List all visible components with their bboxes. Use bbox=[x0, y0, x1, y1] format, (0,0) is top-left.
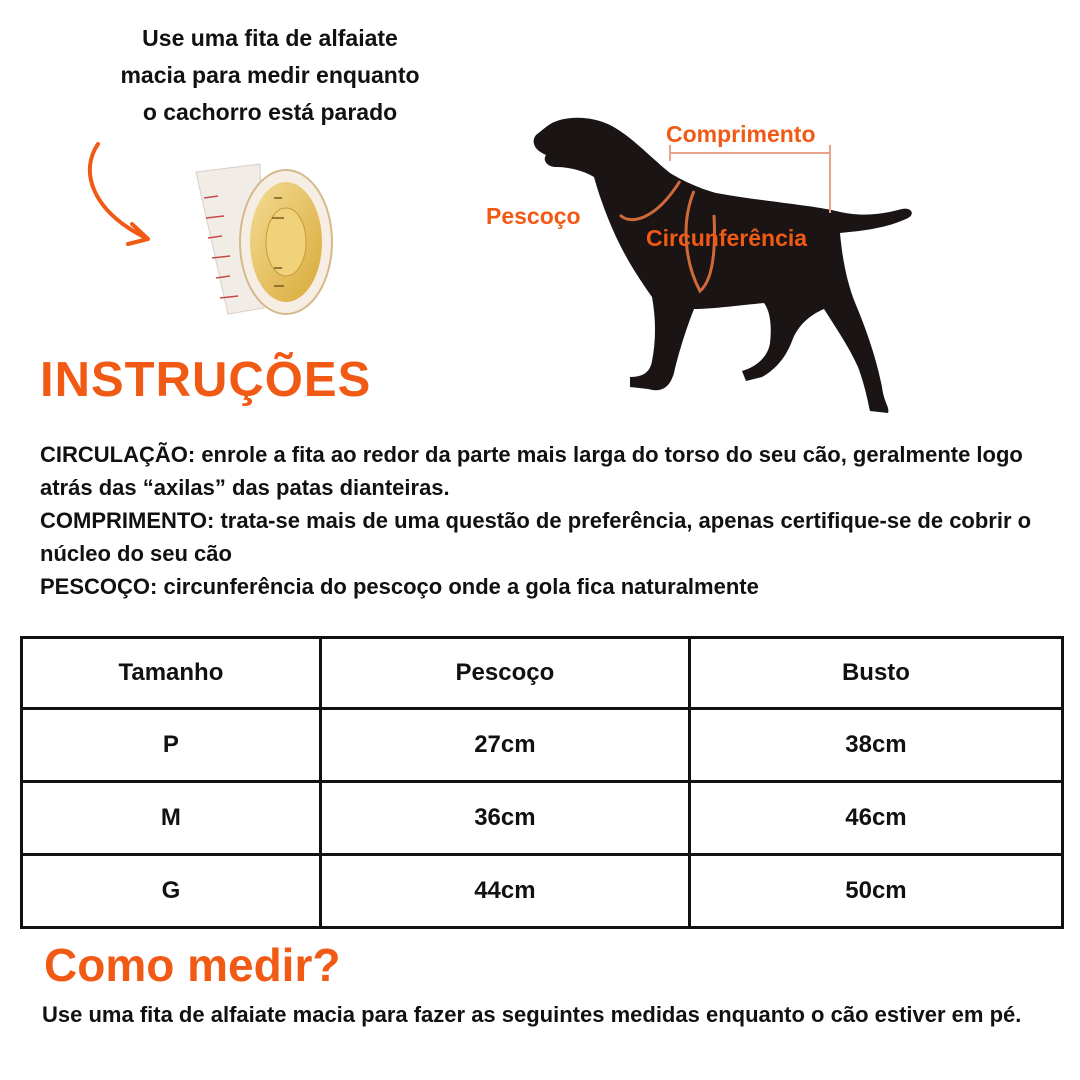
curved-arrow-icon bbox=[80, 140, 170, 250]
dog-diagram bbox=[480, 105, 920, 425]
table-row bbox=[22, 709, 1063, 782]
table-cell: M bbox=[22, 782, 321, 855]
how-to-text: Use uma fita de alfaiate macia para fazer as seguintes medidas enquanto o cão estiver em pé. bbox=[42, 1002, 1022, 1027]
measuring-tape-icon bbox=[190, 158, 340, 318]
intro-line: Use uma fita de alfaiate bbox=[142, 25, 398, 51]
length-label: Comprimento bbox=[666, 121, 816, 147]
table-cell: P bbox=[22, 709, 321, 782]
column-header-chest: Busto bbox=[689, 638, 1062, 709]
table-row bbox=[22, 855, 1063, 928]
instructions-heading: INSTRUÇÕES bbox=[40, 353, 372, 407]
table-header-row bbox=[22, 638, 1063, 709]
chest-label: Circunferência bbox=[646, 225, 808, 251]
neck-label: Pescoço bbox=[486, 203, 581, 229]
table-row bbox=[22, 782, 1063, 855]
table-cell: 27cm bbox=[320, 709, 689, 782]
intro-line: o cachorro está parado bbox=[142, 99, 398, 125]
instruction-paragraph: PESCOÇO: circunferência do pescoço onde a gola fica naturalmente bbox=[40, 574, 759, 599]
table-cell: 36cm bbox=[320, 782, 689, 855]
column-header-neck: Pescoço bbox=[320, 638, 689, 709]
intro-text bbox=[80, 20, 460, 131]
intro-line: macia para medir enquanto bbox=[120, 62, 420, 88]
table-cell: 46cm bbox=[689, 782, 1062, 855]
table-cell: 44cm bbox=[320, 855, 689, 928]
table-cell: 38cm bbox=[689, 709, 1062, 782]
dog-silhouette-icon bbox=[480, 105, 920, 425]
size-table bbox=[20, 636, 1064, 929]
instruction-paragraph: CIRCULAÇÃO: enrole a fita ao redor da parte mais larga do torso do seu cão, geralmente logo atrás das “axilas” das patas dianteiras. bbox=[40, 442, 1023, 500]
table-cell: G bbox=[22, 855, 321, 928]
column-header-size: Tamanho bbox=[22, 638, 321, 709]
table-cell: 50cm bbox=[689, 855, 1062, 928]
instructions-body bbox=[40, 438, 1070, 603]
how-to-heading: Como medir? bbox=[44, 939, 341, 991]
instruction-paragraph: COMPRIMENTO: trata-se mais de uma questão de preferência, apenas certifique-se de cobrir o núcleo do seu cão bbox=[40, 508, 1032, 566]
